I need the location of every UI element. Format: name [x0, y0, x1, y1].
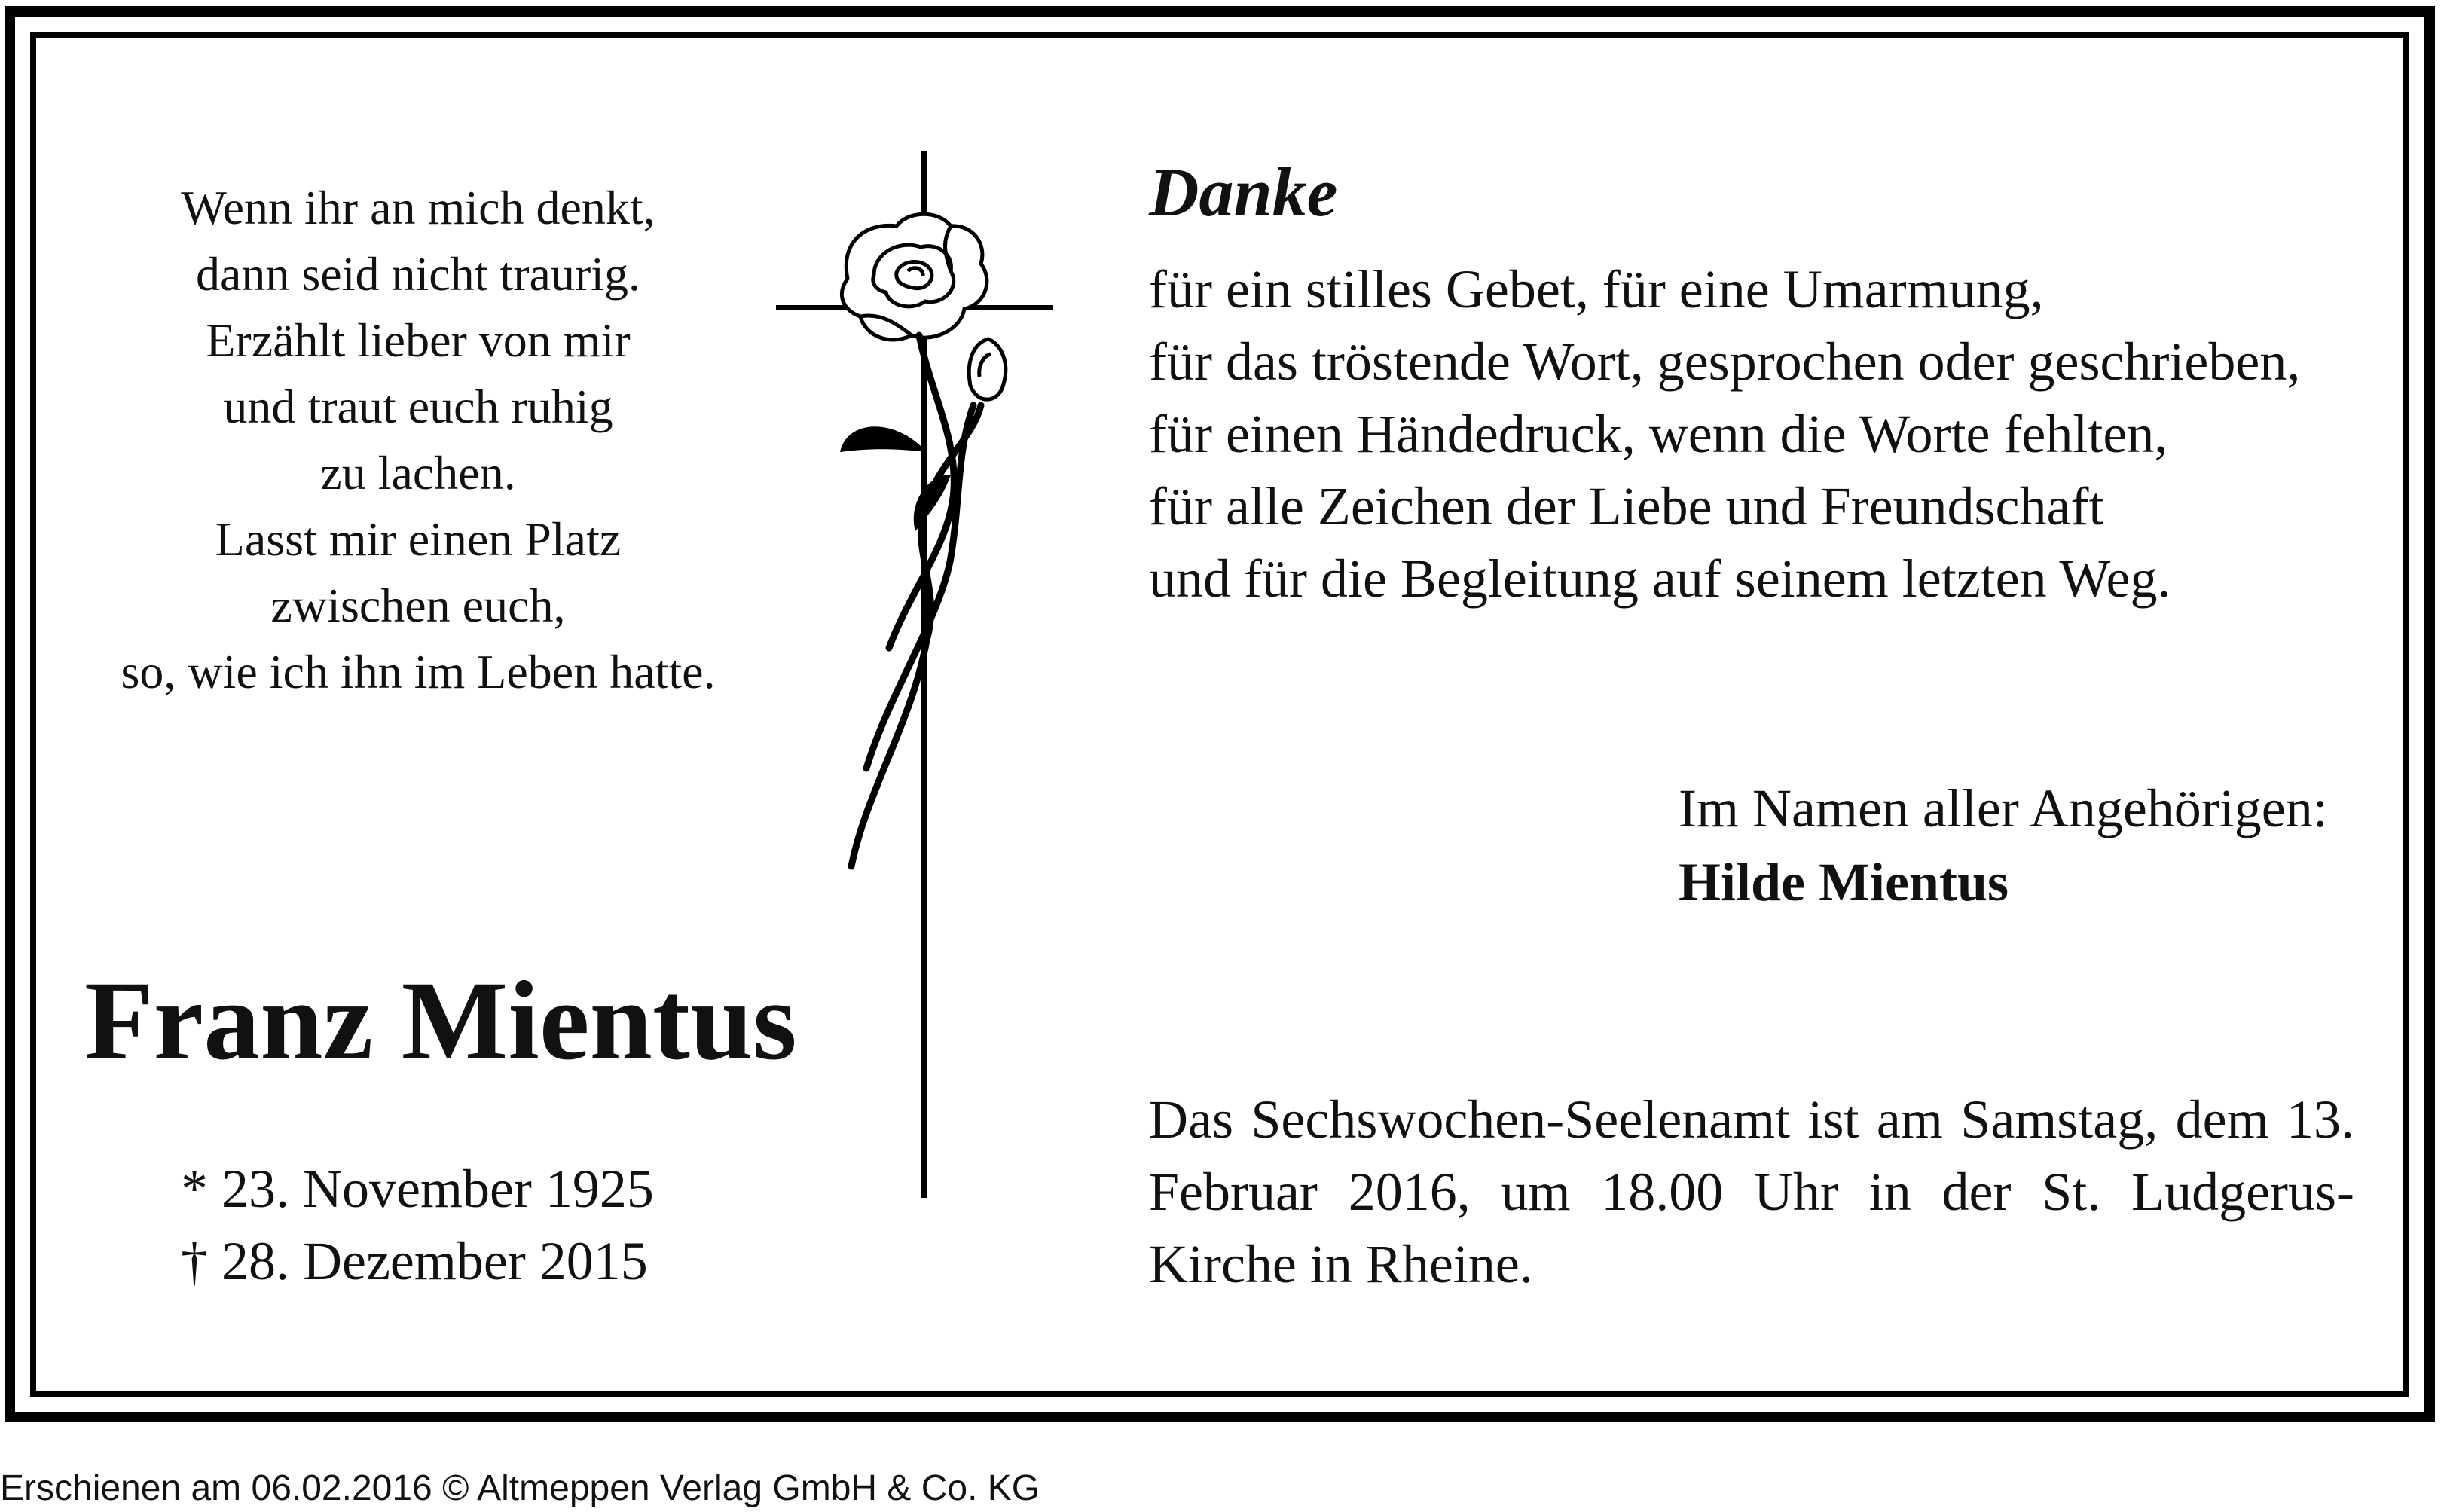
signoff-name: Hilde Mientus: [1679, 852, 2009, 912]
publication-footer: Erschienen am 06.02.2016 © Altmeppen Verlag GmbH & Co. KG: [0, 1468, 1040, 1508]
rose-bud: [969, 339, 1006, 399]
thanks-line: für ein stilles Gebet, für eine Umarmung,: [1149, 259, 2044, 319]
poem-line: zwischen euch,: [270, 579, 566, 632]
poem-line: Lasst mir einen Platz: [215, 512, 622, 566]
thanks-line: und für die Begleitung auf seinem letzten Weg.: [1149, 548, 2171, 609]
thanks-line: für alle Zeichen der Liebe und Freundschaft: [1149, 476, 2104, 536]
rose-stems: [851, 335, 981, 866]
cross-with-rose-icon: [776, 151, 1092, 1198]
thanks-text: [1149, 253, 2300, 615]
poem-line: zu lachen.: [320, 446, 516, 499]
birth-date: * 23. November 1925: [181, 1159, 654, 1219]
poem-line: so, wie ich ihn im Leben hatte.: [121, 645, 716, 698]
thanks-heading: Danke: [1149, 154, 1338, 231]
signoff-intro: Im Namen aller Angehörigen:: [1679, 778, 2328, 838]
poem-line: und traut euch ruhig: [223, 380, 613, 433]
service-notice: Das Sechswochen-Seelenamt ist am Samstag, dem 13. Februar 2016, um 18.00 Uhr in der St. Ludgerus-Kirche in Rheine.: [1149, 1089, 2354, 1294]
life-dates: [181, 1153, 654, 1297]
death-date: † 28. Dezember 2015: [181, 1231, 648, 1291]
memorial-poem: [53, 175, 784, 705]
deceased-name: Franz Mientus: [84, 958, 797, 1083]
poem-line: dann seid nicht traurig.: [195, 247, 641, 301]
thanks-line: für das tröstende Wort, gesprochen oder geschrieben,: [1149, 331, 2301, 392]
poem-line: Wenn ihr an mich denkt,: [181, 181, 655, 234]
signoff-block: [1679, 771, 2328, 919]
thanks-line: für einen Händedruck, wenn die Worte fehlten,: [1149, 404, 2168, 464]
poem-line: Erzählt lieber von mir: [206, 313, 631, 367]
rose-bloom: [842, 214, 987, 340]
